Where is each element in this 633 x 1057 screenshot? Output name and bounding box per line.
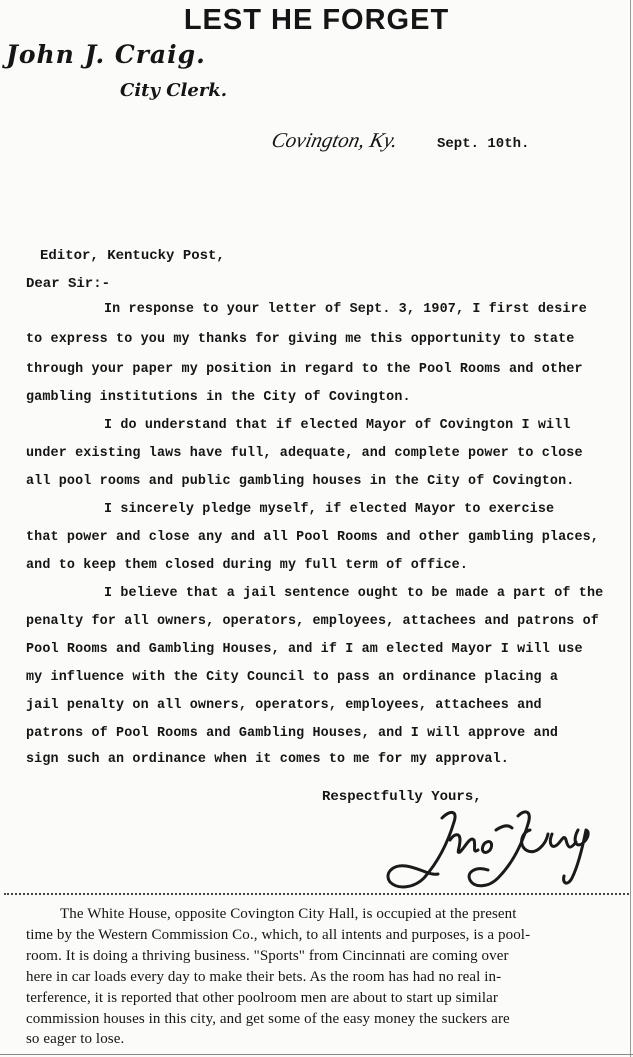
body-line: under existing laws have full, adequate, and complete power to close: [26, 446, 583, 461]
body-line: In response to your letter of Sept. 3, 1907, I first desire: [104, 302, 587, 317]
body-line: I sincerely pledge myself, if elected Mayor to exercise: [104, 502, 555, 517]
clipping-line: so eager to lose.: [26, 1031, 125, 1047]
dateline-place: Covington, Ky.: [269, 128, 401, 152]
body-line: through your paper my position in regard to the Pool Rooms and other: [26, 362, 583, 377]
clipping-line: room. It is doing a thriving business. "Sports" from Cincinnati are coming over: [26, 948, 509, 964]
body-line: I do understand that if elected Mayor of Covington I will: [104, 418, 571, 433]
clipping-divider: [4, 893, 629, 895]
salutation: Dear Sir:-: [26, 276, 111, 292]
addressee: Editor, Kentucky Post,: [40, 248, 225, 264]
body-line: patrons of Pool Rooms and Gambling Houses, and I will approve and: [26, 726, 559, 741]
body-line: and to keep them closed during my full term of office.: [26, 558, 469, 573]
closing: Respectfully Yours,: [322, 789, 482, 805]
right-border: [630, 0, 631, 1057]
dateline-date: Sept. 10th.: [437, 136, 530, 152]
body-line: that power and close any and all Pool Rooms and other gambling places,: [26, 530, 599, 545]
body-line: penalty for all owners, operators, employees, attachees and patrons of: [26, 614, 599, 629]
body-line: my influence with the City Council to pass an ordinance placing a: [26, 670, 559, 685]
body-line: I believe that a jail sentence ought to be made a part of the: [104, 586, 604, 601]
body-line: jail penalty on all owners, operators, employees, attachees and: [26, 698, 542, 713]
body-line: sign such an ordinance when it comes to me for my approval.: [26, 752, 509, 767]
body-line: to express to you my thanks for giving me this opportunity to state: [26, 332, 575, 347]
clipping-line: here in car loads every day to make their bets. As the room has had no real in-: [26, 969, 502, 985]
clipping-line: commission houses in this city, and get some of the easy money the suckers are: [26, 1011, 510, 1027]
headline: LEST HE FORGET: [183, 4, 450, 36]
signature-image: [380, 800, 600, 895]
body-line: all pool rooms and public gambling houses in the City of Covington.: [26, 474, 575, 489]
clipping-line: terference, it is reported that other poolroom men are about to start up similar: [26, 990, 499, 1006]
clipping-line: The White House, opposite Covington City Hall, is occupied at the present: [60, 906, 517, 922]
letterhead-title: City Clerk.: [120, 80, 228, 101]
body-line: gambling institutions in the City of Covington.: [26, 390, 411, 405]
body-line: Pool Rooms and Gambling Houses, and if I am elected Mayor I will use: [26, 642, 583, 657]
bottom-border: [0, 1054, 633, 1055]
clipping-line: time by the Western Commission Co., which, to all intents and purposes, is a pool-: [26, 927, 531, 943]
letterhead-name: John J. Craig.: [6, 40, 206, 69]
